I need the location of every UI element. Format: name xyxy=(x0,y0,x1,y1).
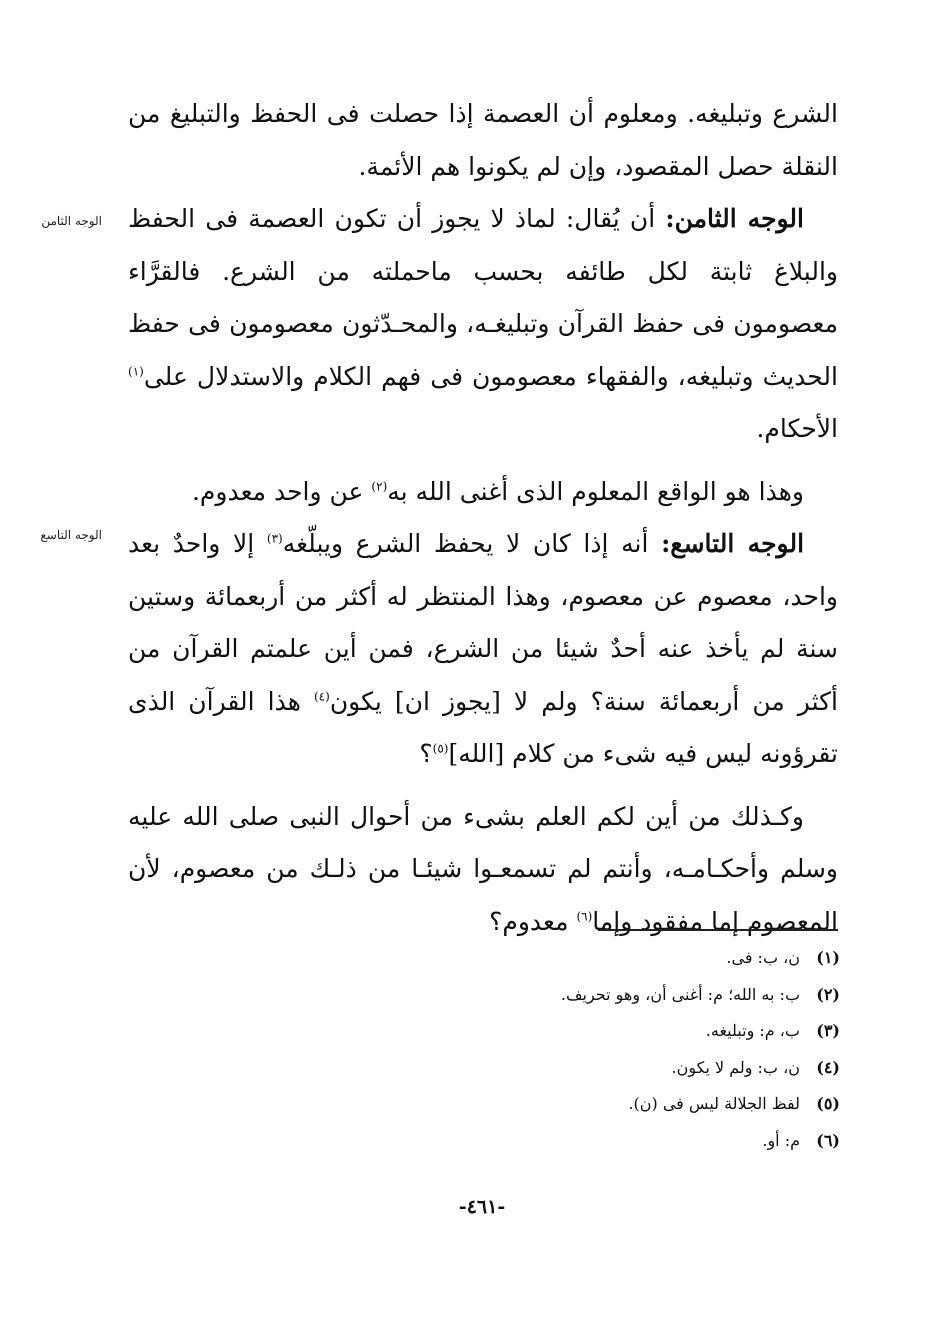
footnote-number: (٦) xyxy=(816,1130,840,1150)
footnote-ref-3: (٣) xyxy=(266,531,283,546)
paragraph-text: وكـذلك من أين لكم العلم بشىء من أحوال النبى صلى الله عليه وسلم وأحكـامـه، وأنتم لم تسمعـوا شيئـا من ذلـك من معصوم، لأن المعصوم إما مفقود وإما xyxy=(128,801,838,936)
paragraph-text: أن يُقال: لماذ لا يجوز أن تكون العصمة فى الحفظ والبلاغ ثابتة لكل طائفه بحسب ماحملته من الشرع. فالقرَّاء معصومون فى حفظ القرآن وتبليغـه، والمحـدّثون معصومون فى حفظ الحديث وتبليغه، والفقهاء معصومون فى فهم الكلام والاستدلال على xyxy=(128,204,838,391)
footnote-3 xyxy=(420,1013,840,1050)
footnote-ref-6: (٦) xyxy=(576,909,593,924)
footnote-ref-4: (٤) xyxy=(313,689,330,704)
footnote-text: لفظ الجلالة ليس فى (ن). xyxy=(628,1094,800,1113)
footnote-ref-1: (١) xyxy=(128,364,144,379)
footnote-divider xyxy=(598,929,838,931)
footnote-number: (٥) xyxy=(816,1094,840,1113)
heading-ninth-aspect: الوجه التاسع: xyxy=(661,529,805,558)
paragraph-text: وهذا هو الواقع المعلوم الذى أغنى الله به xyxy=(387,476,804,506)
paragraph-3 xyxy=(128,466,838,519)
paragraph-text: إلا واحدٌ بعد واحد، معصوم عن معصوم، وهذا المنتظر له أكثر من أربعمائة وستين سنة لم يأخذ عنه أحدٌ شيئا من الشرع، فمن أين علمتم القرآن من أكثر من أربعمائة سنة؟ ولم لا [يجوز ان] يكون xyxy=(128,529,838,716)
footnote-text: ب، م: وتبليغه. xyxy=(705,1021,800,1040)
paragraph-text: معدوم؟ xyxy=(489,906,569,936)
footnote-number: (١) xyxy=(816,948,840,967)
footnote-1 xyxy=(420,940,840,977)
paragraph-ninth-aspect xyxy=(128,518,838,781)
footnotes xyxy=(420,940,840,1159)
paragraph-text: هذا القرآن الذى تقرؤونه ليس فيه شىء من كلام [الله] xyxy=(128,686,838,768)
footnote-number: (٢) xyxy=(816,984,840,1004)
footnote-number: (٣) xyxy=(816,1021,840,1040)
footnote-text: ب: به الله؛ م: أغنى أن، وهو تحريف. xyxy=(560,984,800,1004)
page-number: -٤٦١- xyxy=(458,1196,506,1218)
footnote-text: ن، ب: ولم لا يكون. xyxy=(671,1057,800,1077)
heading-eighth-aspect: الوجه الثامن: xyxy=(665,204,804,233)
footnote-text: ن، ب: فى. xyxy=(726,948,800,967)
footnote-6 xyxy=(420,1123,840,1160)
footnote-ref-5: (٥) xyxy=(432,741,449,756)
footnote-ref-2: (٢) xyxy=(371,479,388,494)
margin-label-eighth: الوجه الثامن xyxy=(41,214,102,228)
paragraph-text: عن واحد معدوم. xyxy=(191,476,364,506)
margin-label-ninth: الوجه التاسع xyxy=(40,528,102,542)
paragraph-5 xyxy=(128,791,838,949)
footnote-5 xyxy=(420,1086,840,1123)
paragraph-text: ؟ xyxy=(419,739,433,768)
paragraph-1: الشرع وتبليغه. ومعلوم أن العصمة إذا حصلت فى الحفظ والتبليغ من النقلة حصل المقصود، وإن لم يكونوا هم الأئمة. xyxy=(128,99,838,181)
paragraph-text: أنه إذا كان لا يحفظ الشرع ويبلّغه xyxy=(282,529,649,558)
footnote-text: م: أو. xyxy=(762,1130,800,1150)
paragraph-text: الأحكام. xyxy=(756,414,838,443)
main-text xyxy=(128,88,838,948)
footnote-2 xyxy=(420,977,840,1014)
paragraph-eighth-aspect xyxy=(128,193,838,456)
footnote-number: (٤) xyxy=(816,1057,840,1077)
footnote-4 xyxy=(420,1050,840,1087)
